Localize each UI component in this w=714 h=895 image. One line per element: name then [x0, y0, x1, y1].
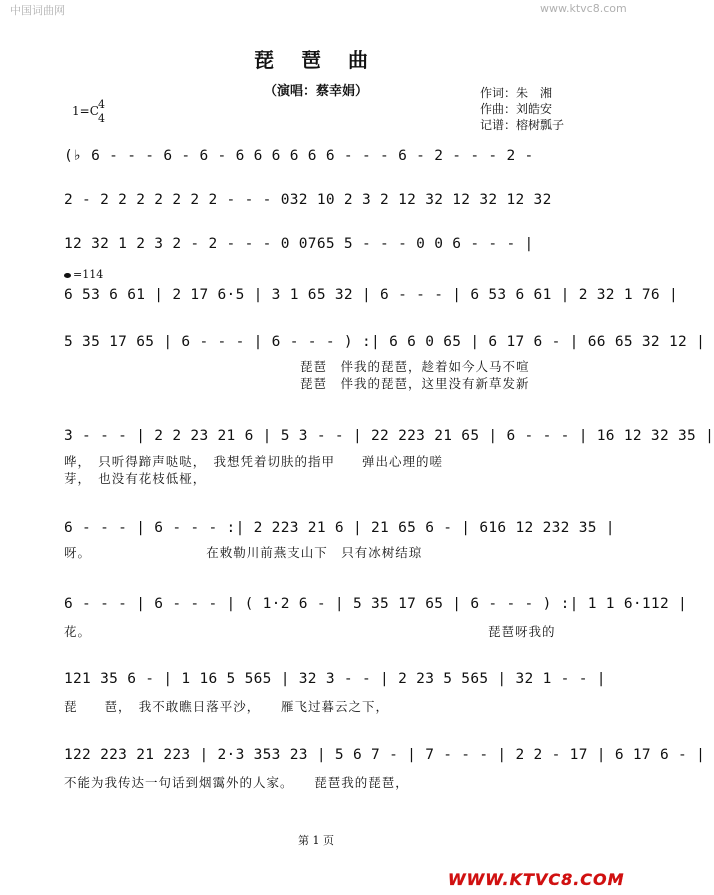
score-line-8: 6 - - - | 6 - - - | ( 1·2 6 - | 5 35 17 65 | 6 - - - ) :| 1 1 6·112 | [64, 596, 688, 612]
lyric-line-6a: 哗， 只听得蹄声哒哒， 我想凭着切肤的指甲 弹出心理的嗟 [64, 454, 444, 469]
score-line-5: 5 35 17 65 | 6 - - - | 6 - - - ) :| 6 6 0 65 | 6 17 6 - | 66 65 32 12 | [64, 334, 706, 350]
credit-name: 榕树瓢子 [516, 118, 565, 132]
key-signature: 1=C [72, 104, 99, 118]
score-line-7: 6 - - - | 6 - - - :| 2 223 21 6 | 21 65 6 - | 616 12 232 35 | [64, 520, 615, 536]
page-number: 第 1 页 [298, 834, 334, 847]
score-line-10: 122 223 21 223 | 2·3 353 23 | 5 6 7 - | 7 - - - | 2 2 - 17 | 6 17 6 - | [64, 747, 706, 763]
lyric-line-10: 不能为我传达一句话到烟霭外的人家。 琵琶我的琵琶， [64, 775, 409, 790]
score-line-1: (♭ 6 - - - 6 - 6 - 6 6 6 6 6 6 - - - 6 - 2 - - - 2 - [64, 148, 534, 164]
lyric-line-8b: 琵琶呀我的 [488, 624, 556, 639]
lyric-line-6b: 芽， 也没有花枝低桠， [64, 471, 207, 486]
lyric-line-8a: 花。 [64, 624, 92, 639]
credit-name: 刘皓安 [516, 102, 553, 116]
score-line-2: 2 - 2 2 2 2 2 2 2 - - - 032 10 2 3 2 12 32 12 32 12 32 [64, 192, 552, 208]
singer-credit: （演唱：蔡幸娟） [263, 84, 368, 99]
credit-label: 作曲： [480, 102, 517, 116]
score-line-3: 12 32 1 2 3 2 - 2 - - - 0 0765 5 - - - 0 0 6 - - - | [64, 236, 534, 252]
composer-credit [480, 100, 552, 117]
site-name-left: 中国词曲网 [10, 4, 65, 17]
lyricist-credit [480, 84, 552, 101]
lyric-line-5a: 琵琶 伴我的琵琶，趁着如今人马不喧 [300, 359, 530, 374]
svg-text:WWW.KTVC8.COM: WWW.KTVC8.COM [448, 870, 625, 889]
tempo-value: =114 [73, 268, 104, 281]
lyric-line-7: 呀。 在敕勒川前燕支山下 只有冰树结琼 [64, 545, 423, 560]
site-logo [446, 868, 626, 890]
credit-label: 记谱： [480, 118, 517, 132]
credit-label: 作词： [480, 86, 517, 100]
time-signature-bottom: 4 [98, 112, 105, 125]
lyric-line-9: 琵 琶， 我不敢瞧日落平沙， 雁飞过暮云之下， [64, 699, 390, 714]
site-url-right: www.ktvc8.com [540, 2, 627, 15]
lyric-line-5b: 琵琶 伴我的琵琶，这里没有新草发新 [300, 376, 530, 391]
score-line-6: 3 - - - | 2 2 23 21 6 | 5 3 - - | 22 223 21 65 | 6 - - - | 16 12 32 35 | [64, 428, 714, 444]
time-signature-top: 4 [98, 98, 105, 111]
quarter-note-icon [64, 273, 71, 278]
transcriber-credit [480, 116, 564, 133]
tempo-marking [64, 268, 103, 281]
credit-name: 朱 湘 [516, 86, 553, 100]
score-line-4: 6 53 6 61 | 2 17 6·5 | 3 1 65 32 | 6 - - - | 6 53 6 61 | 2 32 1 76 | [64, 287, 679, 303]
ktvc8-logo-icon [446, 868, 626, 890]
score-line-9: 121 35 6 - | 1 16 5 565 | 32 3 - - | 2 23 5 565 | 32 1 - - | [64, 671, 606, 687]
song-title: 琵 琶 曲 [254, 48, 378, 72]
